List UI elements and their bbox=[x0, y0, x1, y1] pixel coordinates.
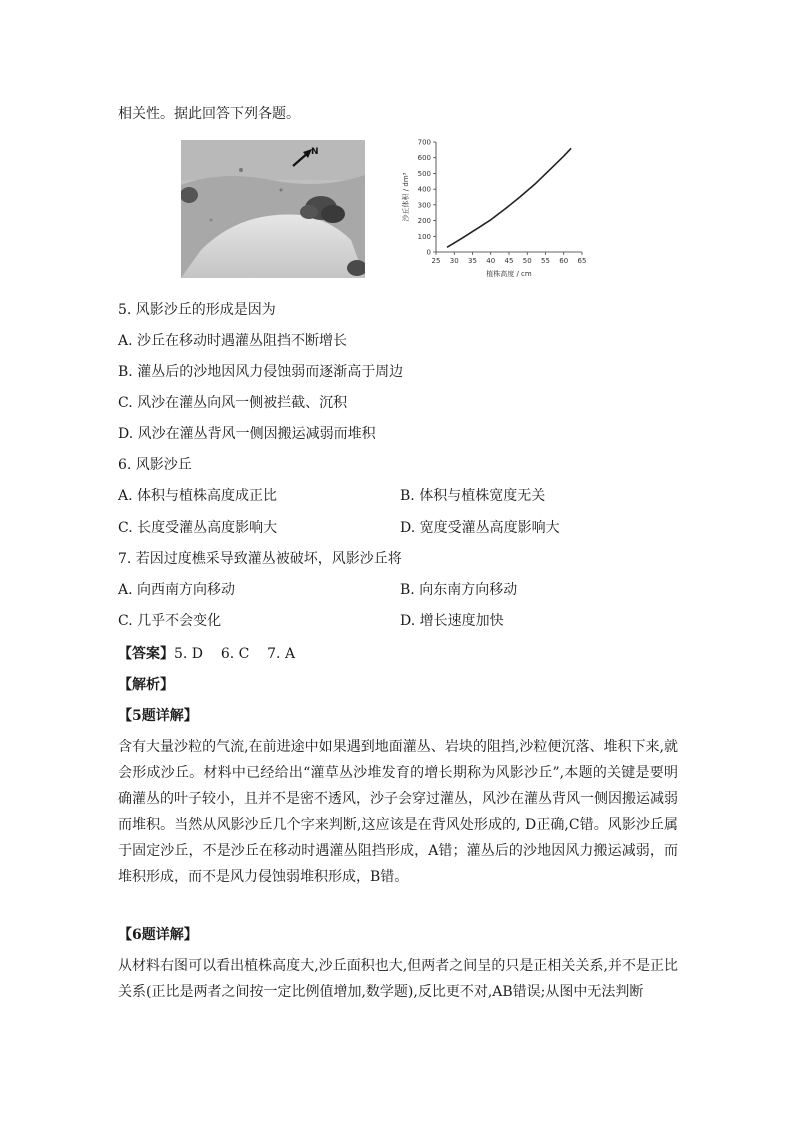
answer-row bbox=[118, 644, 295, 664]
dune-volume-chart bbox=[396, 130, 592, 292]
y-tick-label: 300 bbox=[417, 201, 431, 210]
y-tick-label: 200 bbox=[417, 217, 431, 226]
series-line bbox=[447, 148, 571, 247]
q5-option-b: B. 灌丛后的沙地因风力侵蚀弱而逐渐高于周边 bbox=[118, 364, 404, 380]
chart-ylabel: 沙丘体积 / dm³ bbox=[402, 172, 410, 222]
intro-text: 相关性。据此回答下列各题。 bbox=[118, 106, 300, 122]
chart-series bbox=[447, 148, 571, 247]
sec6-text: 从材料右图可以看出植株高度大,沙丘面积也大,但两者之间呈的只是正相关关系,并不是正比关系(正比是两者之间按一定比例值增加,数学题),反比更不对,AB错误;从图中无法判断 bbox=[118, 958, 678, 1000]
sec5-text: 含有大量沙粒的气流,在前进途中如果遇到地面灌丛、岩块的阻挡,沙粒便沉落、堆积下来,就会形成沙丘。材料中已经给出“灌草丛沙堆发育的增长期称为风影沙丘”,本题的关键是要明确灌丛的叶子较小，且并不是密不透风，沙子会穿过灌丛，风沙在灌丛背风一侧因搬运减弱而堆积。当然从风影沙丘几个字来判断,这应该是在背风处形成的, D正确,C错。风影沙丘属于固定沙丘，不是沙丘在移动时遇灌丛阻挡形成，A错；灌丛后的沙地因风力搬运减弱，而堆积形成，而不是风力侵蚀弱堆积形成，B错。 bbox=[118, 739, 678, 885]
q5-option-d: D. 风沙在灌丛背风一侧因搬运减弱而堆积 bbox=[118, 426, 376, 442]
y-tick-label: 500 bbox=[417, 169, 431, 178]
q7-option-a: A. 向西南方向移动 bbox=[118, 582, 236, 598]
x-tick-label: 35 bbox=[468, 257, 477, 265]
q5-option-c: C. 风沙在灌丛向风一侧被拦截、沉积 bbox=[118, 395, 348, 411]
north-label: N bbox=[311, 147, 319, 157]
answer-label: 【答案】 bbox=[118, 646, 174, 662]
sec6-label: 【6题详解】 bbox=[118, 927, 198, 943]
x-tick-label: 60 bbox=[559, 257, 569, 265]
y-tick-label: 100 bbox=[417, 232, 431, 241]
q6-stem: 6. 风影沙丘 bbox=[118, 457, 192, 473]
q7-option-b: B. 向东南方向移动 bbox=[400, 582, 518, 598]
answer-text: 5. D 6. C 7. A bbox=[174, 646, 296, 662]
q6-option-a: A. 体积与植株高度成正比 bbox=[118, 488, 278, 504]
x-tick-label: 50 bbox=[522, 257, 532, 265]
x-tick-label: 45 bbox=[504, 257, 514, 265]
x-tick-label: 30 bbox=[449, 257, 459, 265]
chart-xlabel: 植株高度 / cm bbox=[486, 270, 532, 278]
sec5-label: 【5题详解】 bbox=[118, 708, 198, 724]
y-tick-label: 600 bbox=[417, 154, 431, 163]
y-tick-label: 700 bbox=[417, 138, 431, 147]
analysis-label: 【解析】 bbox=[118, 677, 174, 693]
y-tick-label: 400 bbox=[417, 185, 431, 194]
q5-stem: 5. 风影沙丘的形成是因为 bbox=[118, 302, 276, 318]
q7-stem: 7. 若因过度樵采导致灌丛被破坏，风影沙丘将 bbox=[118, 551, 402, 567]
x-tick-label: 55 bbox=[541, 257, 550, 265]
q6-option-b: B. 体积与植株宽度无关 bbox=[400, 488, 546, 504]
chart-axes bbox=[436, 142, 582, 252]
q5-option-a: A. 沙丘在移动时遇灌丛阻挡不断增长 bbox=[118, 333, 348, 349]
y-tick-label: 0 bbox=[426, 248, 431, 257]
q7-option-c: C. 几乎不会变化 bbox=[118, 613, 222, 629]
x-tick-label: 65 bbox=[577, 257, 587, 265]
q6-option-c: C. 长度受灌丛高度影响大 bbox=[118, 520, 278, 536]
chart-ticks bbox=[418, 139, 587, 266]
x-tick-label: 40 bbox=[486, 257, 496, 265]
desert-shrub-photo bbox=[181, 140, 365, 278]
x-tick-label: 25 bbox=[431, 257, 441, 265]
q6-option-d: D. 宽度受灌丛高度影响大 bbox=[400, 520, 560, 536]
q7-option-d: D. 增长速度加快 bbox=[400, 613, 504, 629]
